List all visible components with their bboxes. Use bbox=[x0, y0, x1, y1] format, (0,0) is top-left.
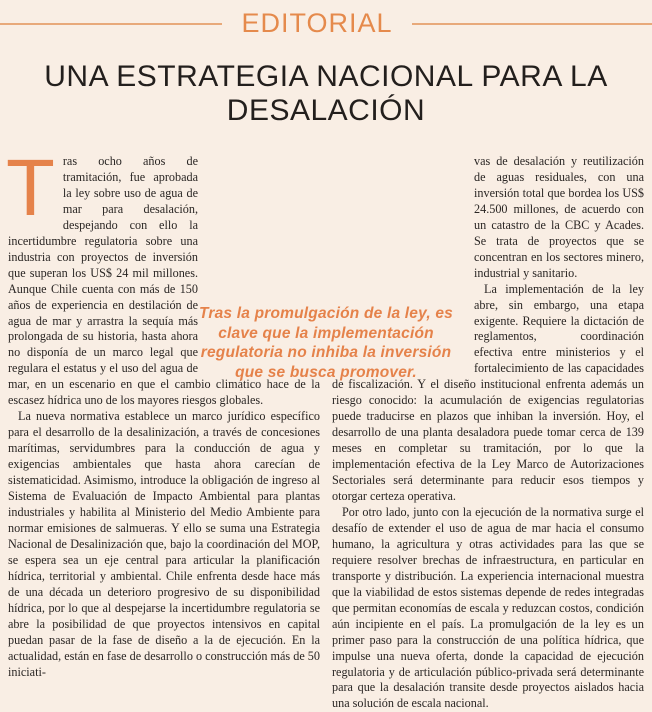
paragraph: vas de desalación y reutilización de aguas residuales, con una inversión total que bordea los US$ 24.500 millones, de acuerdo con un catastro de la CBC y Acades. Se trata de proyectos que se concentran en los sectores minero, industrial y sanitario. bbox=[474, 154, 644, 280]
section-header bbox=[0, 8, 652, 38]
pull-quote: Tras la promulgación de la ley, es clave que la implementación regulatoria no inhiba la inversión que se busca promover. bbox=[198, 305, 454, 381]
article-column-left bbox=[6, 143, 320, 680]
article-title: UNA ESTRATEGIA NACIONAL PARA LA DESALACIÓN bbox=[44, 60, 608, 127]
header-rule-left bbox=[0, 23, 222, 25]
article-column-right bbox=[332, 154, 644, 712]
drop-cap: T bbox=[6, 143, 55, 232]
section-label: EDITORIAL bbox=[241, 8, 393, 38]
paragraph: Por otro lado, junto con la ejecución de la normativa surge el desafío de extender el uso de agua de mar hacia el consumo humano, la agricultura y otras actividades para las que se requiere resolver brechas de infraestructura, en particular en transporte y distribución. La experiencia internacional muestra que la viabilidad de estos sistemas depende de redes integradas que permitan economías de escala y reduzcan costos, condición aún incipiente en el país. La promulgación de la ley es un primer paso para la construcción de una política hídrica, que impulse una nueva oferta, donde la capacidad de ejecución regulatoria y de articulación público-privada será determinante para que la desalación transite desde proyectos aislados hacia una solución de escala nacional. bbox=[332, 504, 644, 711]
paragraph: La nueva normativa establece un marco jurídico específico para el desarrollo de la desalinización, a través de concesiones marítimas, servidumbres para la conducción de agua y exigencias ambientales que hasta ahora carecían de sistematicidad. Asimismo, introduce la obligación de ingreso al Sistema de Evaluación de Impacto Ambiental para plantas industriales y habilita al Ministerio del Medio Ambiente para normar emisiones de salmueras. Y ello se suma una Estrategia Nacional de Desalinización que, bajo la coordinación del MOP, se espera sea un eje central para articular la planificación hídrica, territorial y ambiental. Chile enfrenta desde hace más de una década un deterioro progresivo de su disponibilidad hídrica, por lo que al despejarse la incertidumbre regulatoria se abre la posibilidad de que proyectos intensivos en capital puedan pasar de la fase de diseño a la de ejecución. En la actualidad, están en fase de desarrollo o construcción más de 50 iniciati- bbox=[8, 409, 320, 679]
header-rule-right bbox=[412, 23, 652, 25]
paragraph: ras ocho años de tramitación, fue aprobada la ley sobre uso de agua de mar para desalación, despejando con ello la incertidumbre regulatoria sobre una industria con proyectos de inversión que superan los US$ 24 mil millones. Aunque Chile cuenta con más de 150 años de experiencia en destilación de agua de mar y arrastra la sequía más prolongada de su historia, hasta ahora no disponía de un marco legal que regulara el estatus y el uso del agua de mar, en un escenario en que el cambio climático hace de la escasez hídrica uno de los mayores riesgos globales. bbox=[8, 154, 320, 408]
paragraph: La implementación de la ley abre, sin embargo, una etapa exigente. Requiere la dictación de reglamentos, coordinación efectiva entre ministerios y el fortalecimiento de las capacidades de fiscalización. Y el diseño institucional enfrenta además un riesgo conocido: la acumulación de exigencias regulatorias puede traducirse en plazos que inhiban la inversión. Hoy, el desarrollo de una planta desaladora puede tomar cerca de 139 meses en completar su tramitación, por lo que la implementación efectiva de la Ley Marco de Autorizaciones Sectoriales será determinante para reducir esos tiempos y otorgar certeza operativa. bbox=[332, 281, 644, 504]
